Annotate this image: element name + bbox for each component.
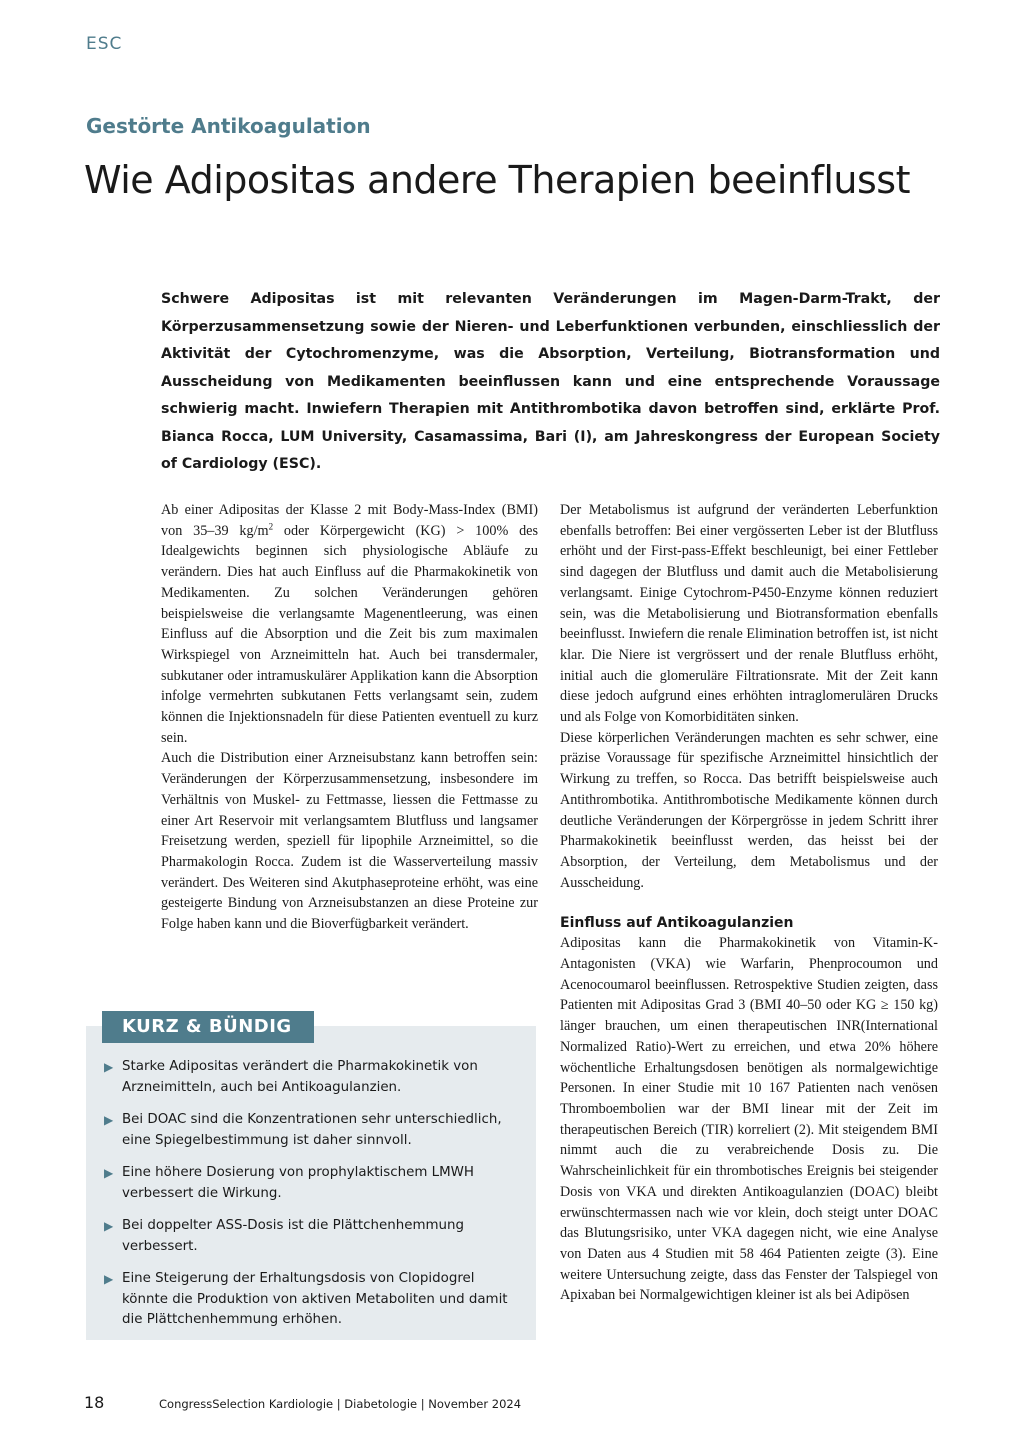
article-lead: Schwere Adipositas ist mit relevanten Veränderungen im Magen-Darm-Trakt, der Körperzusammensetzung sowie der Nieren- und Leberfunktionen verbunden, einschliesslich der Aktivität der Cytochromenzyme, was die Absorption, Verteilung, Biotransformation und Ausscheidung von Medikamenten beeinflussen kann und eine entsprechende Voraussage schwierig macht. Inwiefern Therapien mit Antithrombotika davon betroffen sind, erklärte Prof. Bianca Rocca, LUM University, Casamassima, Bari (I), am Jahreskongress der European Society of Cardiology (ESC).	[161, 291, 940, 472]
superscript-2: 2	[268, 520, 274, 531]
left-paragraph-1-part-a: Ab einer Adipositas der Klasse 2 mit Body-Mass-Index (BMI) von 35–39 kg/m	[161, 502, 538, 539]
triangle-right-icon: ▶	[104, 1060, 114, 1074]
right-paragraph-1: Der Metabolismus ist aufgrund der veränderten Leberfunktion ebenfalls betroffen: Bei einer vergösserten Leber ist der Blutfluss erhöht und der First-pass-Effekt beschleunigt, bei einer Fettleber sind dagegen der Blutfluss und damit auch die Metabolisierung verlangsamt. Einige Cytochrom-P450-Enzyme können reduziert sein, was die Metabolisierung und Biotransformation ebenfalls beeinflusst. Inwiefern die renale Elimination betroffen ist, ist nicht klar. Die Niere ist vergrössert und der renale Blutfluss erhöht, initial auch die glomeruläre Filtrationsrate. Mit der Zeit kann diese jedoch aufgrund eines erhöhten intraglomerulären Drucks und als Folge von Komorbiditäten sinken.	[560, 502, 938, 726]
summary-item-text: Bei DOAC sind die Konzentrationen sehr unterschiedlich, eine Spiegelbestimmung ist daher sinnvoll.	[122, 1112, 502, 1148]
summary-item-text: Starke Adipositas verändert die Pharmakokinetik von Arzneimitteln, auch bei Antikoagulanzien.	[122, 1059, 478, 1095]
left-paragraph-1	[161, 500, 538, 748]
triangle-right-icon: ▶	[104, 1272, 114, 1286]
left-paragraph-1-part-b: oder Körpergewicht (KG) > 100% des Idealgewichts beginnen sich physiologische Abläufe zu verändern. Dies hat auch Einfluss auf die Pharmakokinetik von Medikamenten. Zu solchen Veränderungen gehören beispielsweise die verlangsamte Magenentleerung, was einen Einfluss auf die Absorption und die Zeit bis zum maximalen Wirkspiegel von Arzneimitteln hat. Auch bei transdermaler, subkutaner oder intramuskulärer Applikation kann die Absorption infolge vermehrten subkutanen Fetts verlangsamt sein, zudem können die Injektionsnadeln für diese Patienten eventuell zu kurz sein.	[161, 522, 538, 746]
summary-item-text: Bei doppelter ASS-Dosis ist die Plättchenhemmung verbessert.	[122, 1218, 465, 1254]
left-paragraph-2: Auch die Distribution einer Arzneisubstanz kann betroffen sein: Veränderungen der Körperzusammensetzung, insbesondere im Verhältnis von Muskel- zu Fettmasse, liessen die Fettmasse zu einer Art Reservoir mit verlangsamtem Blutfluss und langsamer Freisetzung werden, speziell für lipophile Arzneimittel, so die Pharmakologin Rocca. Zudem ist die Wasserverteilung massiv verändert. Des Weiteren sind Akutphaseproteine erhöht, was eine gesteigerte Bindung von Arzneisubstanzen an diese Proteine zur Folge haben kann und die Bioverfügbarkeit verändert.	[161, 750, 538, 933]
article-headline: Wie Adipositas andere Therapien beeinflusst	[84, 158, 911, 202]
right-paragraph-2: Diese körperlichen Veränderungen machten es sehr schwer, eine präzise Voraussage für spezifische Arzneimittel hinsichtlich der Wirkung zu treffen, so Rocca. Das betrifft beispielsweise auch Antithrombotika. Antithrombotische Medikamente können durch deutliche Veränderungen der Körpergrösse in jedem Schritt ihrer Pharmakokinetik beeinflusst werden, das heisst bei der Absorption, der Verteilung, dem Metabolismus und der Ausscheidung.	[560, 729, 938, 891]
left-column	[161, 500, 538, 935]
summary-item	[104, 1057, 524, 1098]
triangle-right-icon: ▶	[104, 1113, 114, 1127]
section-tag: ESC	[86, 34, 123, 54]
summary-box-title: KURZ & BÜNDIG	[102, 1011, 314, 1043]
summary-list	[104, 1057, 524, 1343]
triangle-right-icon: ▶	[104, 1219, 114, 1233]
summary-item	[104, 1269, 524, 1331]
summary-item	[104, 1216, 524, 1257]
summary-item	[104, 1163, 524, 1204]
triangle-right-icon: ▶	[104, 1166, 114, 1180]
right-paragraph-3: Adipositas kann die Pharmakokinetik von Vitamin-K-Antagonisten (VKA) wie Warfarin, Phenprocoumon und Acenocoumarol beeinflussen. Retrospektive Studien zeigten, dass Patienten mit Adipositas Grad 3 (BMI 40–50 oder KG ≥ 150 kg) länger brauchen, um einen therapeutischen INR(International Normalized Ratio)-Wert zu erreichen, und etwa 20% höhere wöchentliche Erhaltungsdosen benötigen als normalgewichtige Personen. In einer Studie mit 10 167 Patienten nach venösen Thromboembolien war der BMI linear mit der Zeit im therapeutischen Bereich (TIR) korreliert (2). Mit steigendem BMI nimmt auch die zu verabreichende Dosis zu. Die Wahrscheinlichkeit für ein thrombotisches Ereignis bei steigender Dosis von VKA und direkten Antikoagulanzien (DOAC) bleibt erwünschtermassen nach wie vor klein, doch steigt unter DOAC das Blutungsrisiko, unter VKA dagegen nicht, wie eine Analyse von Daten aus 4 Studien mit 58 464 Patienten zeigte (3). Eine weitere Untersuchung zeigte, dass das Fenster der Talspiegel von Apixaban bei Normalgewichtigen kleiner ist als bei Adipösen	[560, 935, 938, 1304]
subheading-antikoagulanzien: Einfluss auf Antikoagulanzien	[560, 915, 794, 932]
article-kicker: Gestörte Antikoagulation	[86, 114, 371, 138]
summary-item-text: Eine höhere Dosierung von prophylaktischem LMWH verbessert die Wirkung.	[122, 1165, 474, 1201]
publication-footer: CongressSelection Kardiologie | Diabetologie | November 2024	[159, 1397, 522, 1411]
right-column	[560, 500, 938, 1306]
summary-item-text: Eine Steigerung der Erhaltungsdosis von Clopidogrel könnte die Produktion von aktiven Metaboliten und damit die Plättchenhemmung erhöhen.	[122, 1271, 508, 1327]
summary-item	[104, 1110, 524, 1151]
page-number: 18	[84, 1393, 105, 1412]
